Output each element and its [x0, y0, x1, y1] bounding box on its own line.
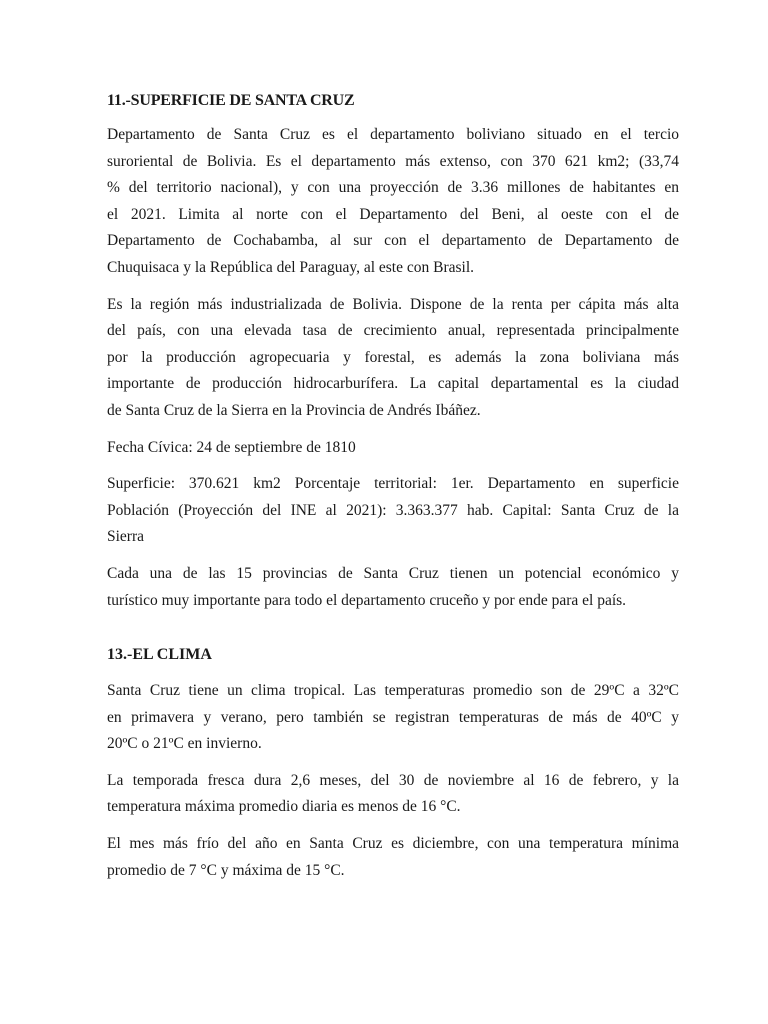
text-line: % del territorio nacional), y con una proyección de 3.36 millones de habitantes en	[107, 179, 679, 197]
text-line: turístico muy importante para todo el departamento cruceño y por ende para el país.	[107, 591, 627, 609]
text-line: Población (Proyección del INE al 2021): 3.363.377 hab. Capital: Santa Cruz de la	[107, 501, 679, 519]
text-line: el 2021. Limita al norte con el Departamento del Beni, al oeste con el de	[107, 205, 679, 223]
text-line: 20ºC o 21ºC en invierno.	[107, 735, 262, 753]
text-line: importante de producción hidrocarburífera. La capital departamental es la ciudad	[107, 375, 679, 393]
text-line: Chuquisaca y la República del Paraguay, al este con Brasil.	[107, 258, 475, 276]
paragraph-santa-cruz-intro	[107, 122, 679, 282]
paragraph-fecha-civica: Fecha Cívica: 24 de septiembre de 1810	[107, 438, 356, 456]
text-line: Sierra	[107, 528, 145, 546]
text-line: de Santa Cruz de la Sierra en la Provincia de Andrés Ibáñez.	[107, 401, 481, 419]
text-line: en primavera y verano, pero también se registran temperaturas de más de 40ºC y	[107, 708, 679, 726]
text-line: Es la región más industrializada de Bolivia. Dispone de la renta per cápita más alta	[107, 295, 679, 313]
text-line: Departamento de Cochabamba, al sur con el departamento de Departamento de	[107, 232, 679, 250]
text-line: Santa Cruz tiene un clima tropical. Las temperaturas promedio son de 29ºC a 32ºC	[107, 682, 679, 700]
paragraph-provincias	[107, 561, 679, 614]
paragraph-industrial-region	[107, 292, 679, 425]
text-line: promedio de 7 °C y máxima de 15 °C.	[107, 861, 345, 879]
paragraph-temporada-fresca	[107, 768, 679, 821]
document-page	[107, 88, 679, 894]
text-line: El mes más frío del año en Santa Cruz es diciembre, con una temperatura mínima	[107, 835, 679, 853]
section-heading-clima: 13.-EL CLIMA	[107, 646, 212, 664]
paragraph-superficie-poblacion	[107, 471, 679, 551]
text-line: La temporada fresca dura 2,6 meses, del 30 de noviembre al 16 de febrero, y la	[107, 771, 679, 789]
section-heading-superficie: 11.-SUPERFICIE DE SANTA CRUZ	[107, 92, 355, 109]
text-line: suroriental de Bolivia. Es el departamento más extenso, con 370 621 km2; (33,74	[107, 152, 679, 170]
text-line: Departamento de Santa Cruz es el departamento boliviano situado en el tercio	[107, 126, 679, 143]
paragraph-mes-mas-frio	[107, 831, 679, 884]
text-line: del país, con una elevada tasa de crecimiento anual, representada principalmente	[107, 322, 679, 340]
text-line: por la producción agropecuaria y forestal, es además la zona boliviana más	[107, 348, 679, 366]
paragraph-clima-tropical	[107, 678, 679, 758]
text-line: Superficie: 370.621 km2 Porcentaje territorial: 1er. Departamento en superficie	[107, 475, 679, 493]
text-line: Cada una de las 15 provincias de Santa Cruz tienen un potencial económico y	[107, 564, 679, 582]
text-line: temperatura máxima promedio diaria es menos de 16 °C.	[107, 798, 461, 816]
